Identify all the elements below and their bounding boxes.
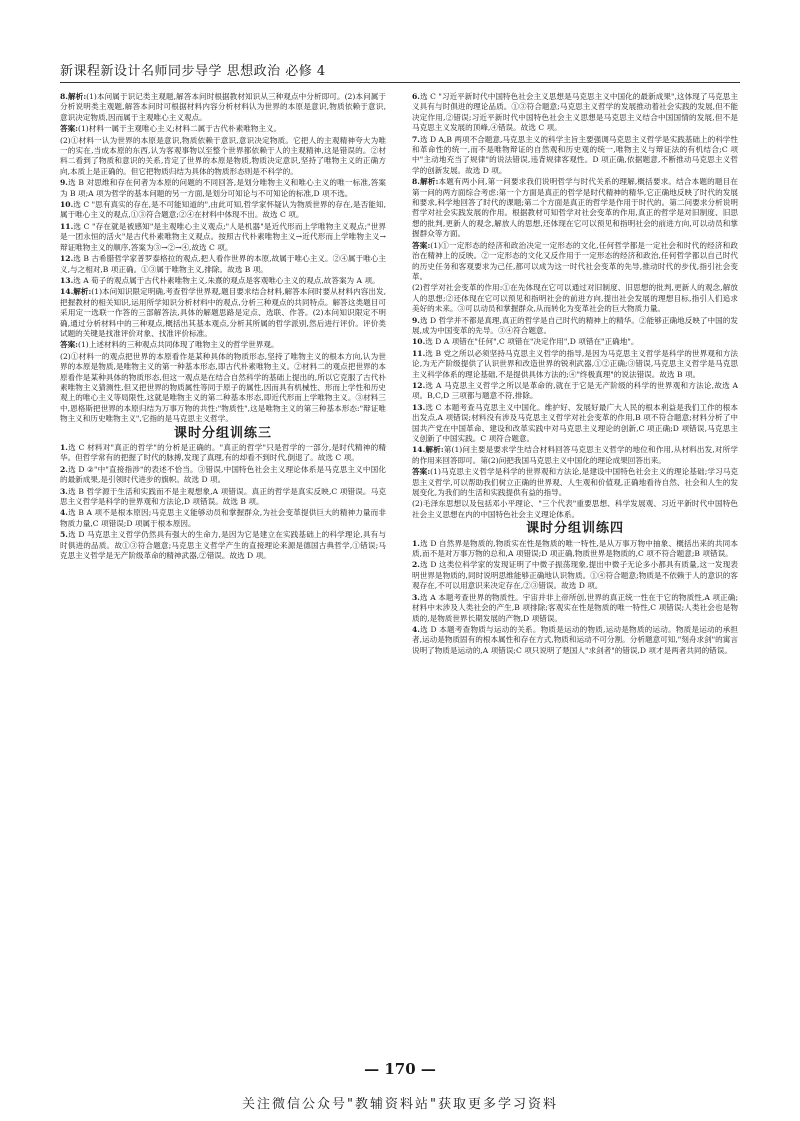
item-number: 2. — [412, 560, 420, 570]
item-text: 选 B 古希腊哲学家普罗泰格拉的观点,把人看作世界的本原,故属于唯心主义。②④属于唯心主义,与之相对,B 项正确。①③属于唯物主义,排除。故选 B 项。 — [60, 254, 386, 274]
answer-item — [412, 499, 738, 520]
answer-item — [412, 349, 738, 380]
answer-item — [60, 178, 386, 199]
item-keyword: 解析: — [73, 287, 92, 297]
item-number: 7. — [412, 134, 420, 144]
item-text: (1)上述材料的三种观点共同体现了唯物主义的哲学世界观。 — [78, 340, 279, 350]
answer-item — [412, 625, 738, 656]
item-text: 选 C "习近平新时代中国特色社会主义思想是马克思主义中国化的最新成果",这体现了马克思主义具有与时俱进的理论品质。①③符合题意;马克思主义哲学的发展推动着社会实践的发展,但不能决定作用,②错误;习近平新时代中国特色社会主义思想是马克思主义结合中国国情的发展,但不是马克思主义发展的顶峰,④错误。故选 C 项。 — [412, 92, 738, 133]
item-text: 选 D ②"中"直接指涉"的表述不恰当。③错误,中国特色社会主义理论体系是马克思主义中国化的最新成果,是引领时代进步的旗帜。故选 D 项。 — [60, 464, 386, 485]
item-keyword: 解析: — [67, 92, 87, 101]
item-number: 11. — [60, 221, 74, 231]
item-text: (2)①材料一认为世界的本原是意识,物质依赖于意识,意识决定物质。它把人的主观精神夸大为唯一的实在,当成本原的东西,认为客观事物以至整个世界都依赖于人的主观精神,这是错误的。②材料二看到了物质和意识的关系,肯定了世界的本原是物质,物质决定意识,坚持了唯物主义的正确方向,本质上是正确的。但它把物质归结为具体的物质形态则是不科学的。 — [60, 135, 386, 176]
item-number: 4. — [60, 508, 68, 518]
item-keyword: 答案: — [412, 467, 431, 477]
answer-item — [60, 508, 386, 529]
item-number: 1. — [412, 538, 420, 548]
item-text: 选 B 对思维和存在何者为本原的问题的不同回答,是划分唯物主义和唯心主义的唯一标准,答案为 B 项;A 项为哲学的基本问题的另一方面,是划分可知论与不可知论的标准,D 项不选。 — [60, 178, 386, 198]
item-number: 11. — [412, 348, 426, 358]
item-number: 10. — [412, 337, 426, 347]
answer-item — [60, 487, 386, 508]
answer-item — [412, 539, 738, 560]
answer-list-right-2 — [412, 539, 738, 656]
item-number: 6. — [412, 92, 420, 101]
item-text: (1)①一定形态的经济和政治决定一定形态的文化,任何哲学都是一定社会和时代的经济和政治在精神上的反映。②一定形态的文化又反作用于一定形态的经济和政治,任何哲学都以自己时代的历史任务和客观要求为己任,都可以成为这一时代社会变革的先导,推动时代的步伐,指引社会变革。 — [412, 240, 738, 281]
answer-item — [60, 530, 386, 561]
answer-item — [60, 276, 386, 286]
item-keyword: 解析: — [425, 445, 444, 455]
item-keyword: 答案: — [412, 240, 431, 250]
item-number: 4. — [412, 624, 420, 634]
item-text: (1)本问属于识记类主观题,解答本问时根据教材知识从三种观点中分析即可。(2)本问属于分析说明类主观题,解答本问时可根据材料内容分析材料认为世界的本原是意识,物质依赖于意识,意识决定物质,因而属于主观唯心主义观点。 — [60, 92, 386, 122]
item-text: 选 D 本题考查物质与运动的关系。物质是运动的物质,运动是物质的运动。物质是运动的承担者,运动是物质固有的根本属性和存在方式,物质和运动不可分割。分析题意可知,"刻舟求剑"的寓言说明了物质是运动的,A 项错误;C 项只说明了楚国人"求剑者"的错误,D 项才是两者共同的错误。 — [412, 624, 738, 655]
item-text: (2)哲学对社会变革的作用:①在先体现在它可以通过对旧制度、旧思想的批判,更新人的观念,解放人的思想;②还体现在它可以预见和指明社会的前进方向,提出社会发展的理想目标,指引人们追求美好的未来。③可以动员和掌握群众,从而转化为变革社会的巨大物质力量。 — [412, 283, 738, 314]
answer-item — [60, 465, 386, 486]
item-text: (2)①材料一的观点把世界的本原看作是某种具体的物质形态,坚持了唯物主义的根本方向,认为世界的本原是物质,是唯物主义的第一种基本形态,即古代朴素唯物主义。②材料二的观点把世界的本原看作是某种具体的物质形态,但这一观点是在结合自然科学的基础上提出的,所以它克服了古代朴素唯物主义猜测性,但又把世界的物质属性等同于原子的属性,因而具有机械性、形而上学性和历史观上的唯心主义等局限性,这就是唯物主义的第二种基本形态,即近代形而上学唯物主义。③材料三中,恩格斯把世界的本原归结为万事万物的共性:"物质性",这是唯物主义的第三种基本形态:"辩证唯物主义和历史唯物主义",它指的是马克思主义哲学。 — [60, 351, 386, 424]
item-number: 1. — [60, 443, 68, 452]
section-title-three: 课时分组训练三 — [173, 425, 272, 441]
item-text: 选 C "思有真实的存在,是不可能知道的",由此可知,哲学家怀疑认为物质世界的存在,是否能知,属于唯心主义的观点,①③符合题意;②④在材料中体现不出。故选 C 项。 — [60, 200, 386, 220]
answer-item — [60, 443, 386, 464]
item-text: 选 D 自然界是物质的,物质实在性是物质的唯一特性,是从万事万物中抽象、概括出来的共同本质,而不是对万事万物的总和,A 项错误;D 项正确,物质世界是物质的,C 项不符合题意;B 项错误。 — [412, 538, 738, 559]
item-text: (1)材料一属于主观唯心主义;材料二属于古代朴素唯物主义。 — [78, 124, 282, 134]
item-text: 选 D A,B 两项不合题意,马克思主义的科学主旨主要强调马克思主义哲学是实践基础上的科学性和革命性的统一,而不是唯物辩证的自然观和历史观的统一,唯物主义与辩证法的有机结合;C 项中"主动地充当了规律"的说法错误,违背规律客观性。D 项正确,依据题意,不断推动马克思主义哲学的创新发展。故选 D 项。 — [412, 134, 738, 175]
item-number: 13. — [60, 275, 74, 285]
answer-item — [412, 177, 738, 239]
page-number: — 170 — — [364, 1060, 436, 1078]
header-title: 新课程新设计名师同步导学 思想政治 必修 4 — [60, 64, 326, 79]
item-text: 选 C 材料对"真正的哲学"的分析是正确的。"真正的哲学"只是哲学的一部分,是时代精神的精华。但哲学常有的把握了时代的脉搏,发现了真理,有的却看不到时代,倒退了。故选 C 项。 — [60, 443, 386, 463]
answer-item — [412, 241, 738, 283]
item-number: 9. — [412, 315, 420, 325]
footer-note: 关注微信公众号"教辅资料站"获取更多学习资料 — [242, 1097, 558, 1112]
item-number: 12. — [60, 254, 74, 264]
answer-list-left — [60, 92, 386, 425]
item-text: 选 B 哲学源于生活和实践而不是主观想象,A 项错误。真正的哲学是真实反映,C 项错误。马克思主义哲学是科学的世界观和方法论,D 项错误。故选 B 项。 — [60, 486, 386, 507]
item-keyword: 解析: — [419, 177, 439, 187]
answer-item — [412, 560, 738, 591]
answer-item — [412, 135, 738, 177]
answer-list-left-2 — [60, 443, 386, 561]
item-number: 14. — [412, 445, 426, 455]
item-text: 选 A 马克思主义哲学之所以是革命的,就在于它是无产阶级的科学的世界观和方法论,故选 A 项。B,C,D 三项都与题意不符,排除。 — [412, 380, 738, 401]
right-column — [412, 92, 738, 1047]
item-text: 选 B 党之所以必须坚持马克思主义哲学的指导,是因为马克思主义哲学是科学的世界观和方法论,为无产阶级提供了认识世界和改造世界的锐利武器,①②正确;③错误,马克思主义哲学是马克思主义科学体系的理论基础,不是提供具体方法的;④"终极真理"的说法错误。故选 B 项。 — [412, 348, 738, 379]
answer-item — [60, 124, 386, 134]
item-number: 2. — [60, 464, 68, 474]
answer-item — [412, 337, 738, 347]
item-number: 5. — [60, 530, 68, 540]
answer-list-right — [412, 92, 738, 520]
item-text: 选 C 本题考查马克思主义中国化。维护好、发展好最广大人民的根本利益是我们工作的根本出发点,A 项错误;材料没有涉及马克思主义哲学对社会变革的作用,B 项不符合题意;材料分析了中国共产党在中国革命、建设和改革实践中对马克思主义理论的创新,C 项正确;D 项错误,马克思主义创新了中国实践。C 项符合题意。 — [412, 402, 738, 443]
item-text: 选 D 马克思主义哲学仍然具有强大的生命力,是因为它是建立在实践基础上的科学理论,具有与时俱进的品质。故①③符合题意;马克思主义哲学产生的直接理论来源是德国古典哲学,①错误;马克思主义哲学是无产阶级革命的精神武器,②错误。故选 D 项。 — [60, 530, 386, 561]
answer-item — [60, 222, 386, 253]
answer-item — [60, 352, 386, 425]
item-number: 3. — [412, 592, 420, 602]
answer-item — [60, 287, 386, 339]
answer-item — [412, 316, 738, 337]
answer-item — [60, 136, 386, 178]
answer-item — [412, 467, 738, 498]
item-text: 选 D 这类位科学家的发现证明了中微子振荡现象,提出中微子无论多小都具有质量,这一发现表明世界是物质的,同时说明思维能够正确地认识物质。①④符合题意;物质是不依赖于人的意识的客观存在,不可以用意识来决定存在,②③错误。故选 D 项。 — [412, 560, 738, 591]
item-number: 3. — [60, 486, 68, 496]
item-number: 13. — [412, 402, 426, 412]
answer-item — [412, 283, 738, 314]
answer-item — [412, 445, 738, 466]
answer-item — [60, 340, 386, 350]
item-text: 选 A 荀子的观点属于古代朴素唯物主义,朱熹的观点是客观唯心主义的观点,故答案为 A 项。 — [73, 275, 380, 285]
item-number: 9. — [60, 178, 68, 188]
item-text: 本题有两小问,第一问要求我们说明哲学与时代关系的理解,概括要求。结合本题的题目在第一问的两方面综合考虑:第一个方面是真正的哲学是时代精神的精华,它正确地反映了时代的发展和要求,科学地回答了时代的课题;第二个方面是真正的哲学是作用于时代的。第二问要求分析说明哲学对社会实践发展的作用。根据教材可知哲学对社会变革的作用,真正的哲学是对旧制度、旧思想的批判,更新人的观念,解放人的思想,还体现在它可以预见和指明社会的前进方向,可以动员和掌握群众等方面。 — [412, 177, 738, 239]
item-text: 选 D 哲学并不都是真理,真正的哲学是自己时代的精神上的精华。②能够正确地反映了中国的发展,成为中国变革的先导。③④符合题意。 — [412, 315, 738, 335]
item-keyword: 答案: — [60, 340, 78, 350]
item-number: 14. — [60, 287, 74, 297]
page-header — [60, 60, 740, 83]
item-keyword: 答案: — [60, 124, 78, 134]
item-text: (1)本问知识限定明确,考查哲学世界观,题目要求结合材料,解答本问时要从材料内容出发,把握教材的相关知识,运用所学知识分析材料中的观点,分析三种观点的共同特点。解答这类题目可采用定一选联一作答的三部解答法,具体的解题思路是定点、选联、作答。(2)本问知识限定不明确,通过分析材料中的三种观点,概括出其基本观点,分析其所属的哲学派别,然后进行评价。评价类试题的关键是找准评价对象、找准评价标准。 — [60, 287, 386, 338]
item-text: 选 D A 项错在"任何",C 项错在"决定作用",D 项错在"正确地"。 — [425, 337, 639, 347]
item-number: 8. — [60, 92, 68, 101]
item-text: (1)马克思主义哲学是科学的世界观和方法论,是建设中国特色社会主义的理论基础;学习马克思主义哲学,可以帮助我们树立正确的世界观、人生观和价值观,正确地看待自然、社会和人生的发展变化,为我们的生活和实践提供有益的指导。 — [412, 467, 738, 498]
item-number: 12. — [412, 380, 426, 390]
item-text: 选 A 本题考查世界的物质性。宇宙并非上帝所创,世界的真正统一性在于它的物质性,A 项正确;材料中未涉及人类社会的产生,B 项排除;客观实在性是物质的唯一特性,C 项错误;人类社会也是物质的,是物质世界长期发展的产物,D 项错误。 — [412, 592, 738, 623]
left-column — [60, 92, 386, 1047]
answer-item — [412, 381, 738, 402]
answer-item — [412, 92, 738, 134]
item-text: 选 B A 项不是根本原因;马克思主义能够动员和掌握群众,为社会变革提供巨大的精神力量而非物质力量,C 项错误;D 项属于根本原因。 — [60, 508, 386, 528]
item-text: 选 C "存在就是被感知"是主观唯心主义观点;"人是机器"是近代形而上学唯物主义观点;"世界是一团永恒的活火"是古代朴素唯物主义观点。按照古代朴素唯物主义→近代形而上学唯物主义→辩证唯物主义的顺序,答案为③→②→④,故选 C 项。 — [60, 221, 386, 252]
item-number: 10. — [60, 200, 74, 210]
item-text: (2)毛泽东思想以及包括邓小平理论、"三个代表"重要思想、科学发展观、习近平新时代中国特色社会主义思想在内的中国特色社会主义理论体系。 — [412, 499, 738, 519]
answer-item — [60, 200, 386, 221]
answer-item — [412, 403, 738, 445]
answer-item — [412, 593, 738, 624]
answer-item — [60, 92, 386, 123]
item-text: 第(1)问主要是要求学生结合材料回答马克思主义哲学的地位和作用,从材料出发,对所学的作用来回答即可。第(2)问把我国马克思主义中国化的理论成果回答出来。 — [412, 445, 738, 465]
section-title-four: 课时分组训练四 — [525, 521, 624, 537]
item-number: 8. — [412, 177, 420, 187]
answer-item — [60, 254, 386, 275]
